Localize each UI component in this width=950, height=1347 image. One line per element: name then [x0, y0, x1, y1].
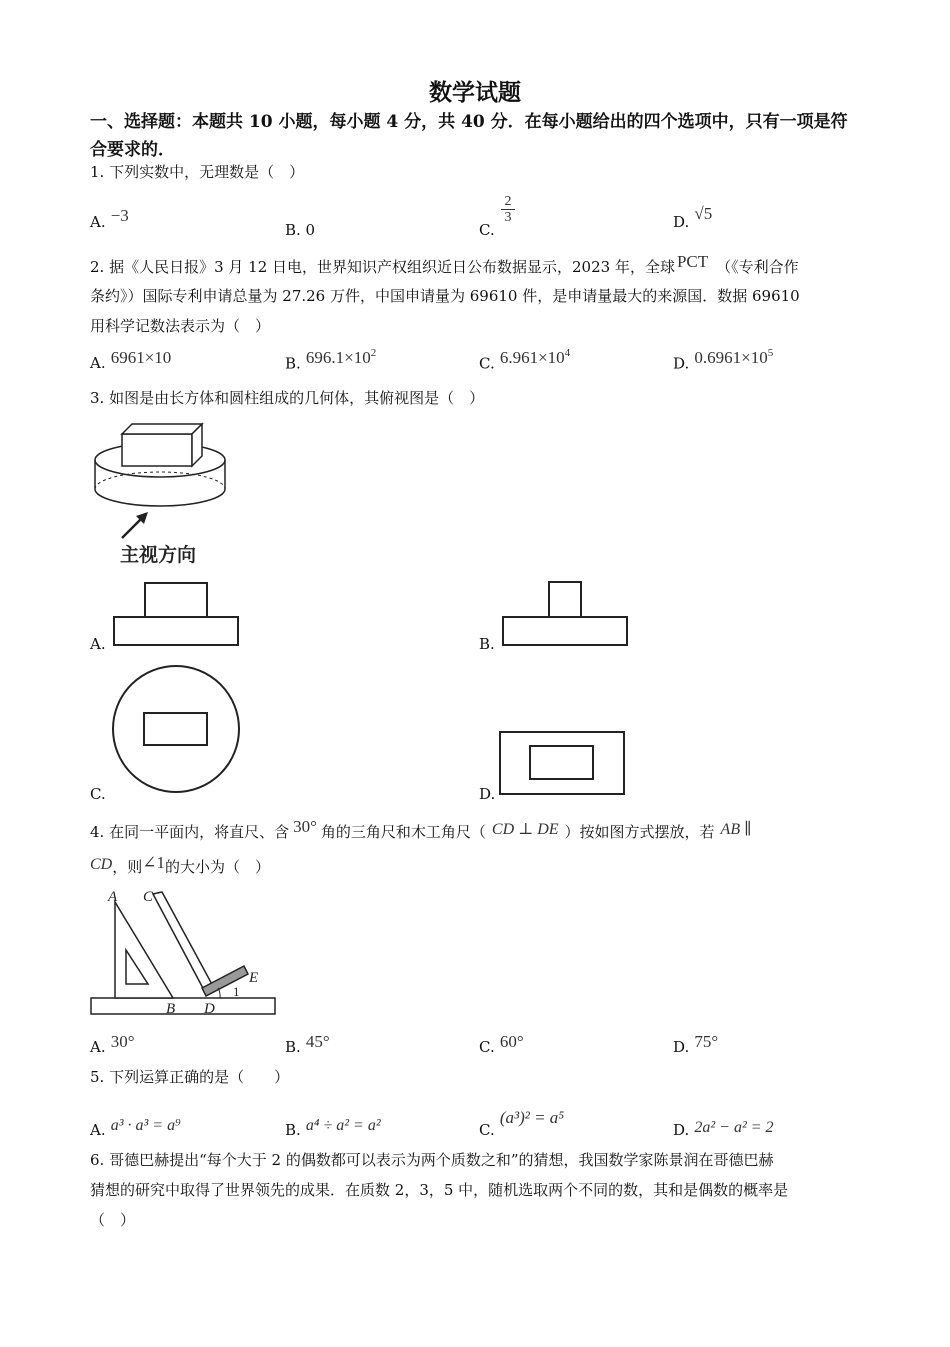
base-rect — [503, 617, 627, 645]
option-label: D. — [673, 354, 690, 373]
option-label: D. — [673, 213, 690, 231]
option-label: C. — [479, 354, 495, 373]
q4-option-c — [479, 1032, 524, 1057]
option-exponent: 2 — [370, 347, 377, 359]
q4-text-a: 4. 在同一平面内，将直尺、含 — [90, 823, 290, 841]
q5-option-a — [90, 1117, 181, 1140]
q1-option-b: B. 0 — [285, 221, 316, 239]
option-label: B. — [285, 354, 301, 373]
fraction — [501, 194, 515, 225]
q6-line1: 6. 哥德巴赫提出“每个大于 2 的偶数都可以表示为两个质数之和”的猜想，我国数学家陈景润在哥德巴赫 — [90, 1151, 774, 1169]
q3-option-d-label: D. — [479, 785, 496, 803]
label-c: C — [143, 889, 154, 905]
option-value: 45° — [305, 1032, 330, 1051]
q5-option-d — [673, 1120, 774, 1140]
q4-cd: CD — [90, 856, 113, 873]
q3-figure-b — [501, 580, 631, 648]
option-label: A. — [90, 1121, 106, 1139]
option-value: 30° — [110, 1032, 135, 1051]
q4-text-e: 的大小为（ ） — [165, 858, 271, 876]
option-label: A. — [90, 213, 106, 231]
section-heading: 一、选择题：本题共 10 小题，每小题 4 分，共 40 分．在每小题给出的四个选项中，只有一项是符合要求的． — [90, 112, 848, 160]
q4-line2 — [90, 852, 270, 882]
q1-option-d — [673, 204, 713, 232]
option-value: a³ · a³ = a⁹ — [110, 1117, 181, 1134]
option-label: B. — [285, 1121, 301, 1139]
option-value: 0.6961×10 — [694, 348, 768, 368]
option-label: A. — [90, 1038, 106, 1056]
option-exponent: 5 — [767, 347, 774, 359]
q3-option-b-label: B. — [479, 635, 495, 653]
q4-text-d: ，则 — [112, 858, 143, 876]
box-front — [122, 434, 192, 466]
q6-line3: （ ） — [90, 1211, 136, 1229]
q5-option-b — [285, 1117, 381, 1140]
q4-perp: CD ⊥ DE — [491, 821, 559, 838]
option-value: √5 — [694, 204, 713, 223]
q3-figure-a — [112, 582, 242, 648]
carpenter-square-long-arm — [153, 892, 214, 992]
q2-line2: 条约》）国际专利申请总量为 27.26 万件，中国申请量为 69610 件，是申请量最大的来源国．数据 69610 — [90, 287, 800, 305]
q2-option-c — [479, 347, 571, 373]
inner-rect — [530, 746, 593, 779]
q2-pct: PCT — [676, 252, 709, 271]
q6-line2: 猜想的研究中取得了世界领先的成果．在质数 2，3，5 中，随机选取两个不同的数，其和是偶数的概率是 — [90, 1181, 789, 1199]
q4-parallel: AB ∥ — [720, 821, 752, 838]
q3-option-a-label: A. — [90, 635, 106, 653]
option-value: (a³)² = a⁵ — [499, 1108, 565, 1127]
box-top — [122, 424, 202, 434]
q2-option-d — [673, 347, 774, 373]
label-a: A — [108, 889, 118, 905]
q1-option-a — [90, 206, 129, 232]
q3-figure-c — [110, 663, 242, 795]
option-value: 6961×10 — [110, 348, 172, 367]
q4-figure — [90, 884, 280, 1020]
q3-stem: 3. 如图是由长方体和圆柱组成的几何体，其俯视图是（ ） — [90, 389, 485, 407]
cylinder-hidden-edge — [95, 472, 225, 489]
q2-text-a: 2. 据《人民日报》3 月 12 日电，世界知识产权组织近日公布数据显示，2023 年，全球 — [90, 258, 675, 276]
q4-option-a — [90, 1032, 135, 1057]
q5-stem: 5. 下列运算正确的是（ ） — [90, 1068, 290, 1086]
option-value: 75° — [694, 1032, 719, 1051]
top-rect — [549, 582, 581, 617]
q2-option-b — [285, 347, 377, 373]
top-rect — [145, 583, 207, 617]
page-title: 数学试题 — [429, 79, 521, 106]
figure-caption: 主视方向 — [120, 545, 197, 566]
label-d: D — [204, 1001, 215, 1017]
q4-angle: ∠1 — [142, 853, 165, 872]
q4-text-b: 角的三角尺和木工角尺（ — [320, 823, 486, 841]
q2-line1 — [90, 252, 799, 282]
label-b: B — [166, 1001, 176, 1017]
option-label: C. — [479, 221, 495, 239]
view-arrow — [122, 518, 142, 538]
option-label: B. — [285, 1038, 301, 1056]
q3-option-c-label: C. — [90, 785, 106, 803]
q3-solid-figure — [90, 418, 250, 570]
label-1: 1 — [233, 984, 240, 999]
option-label: D. — [673, 1038, 690, 1056]
option-label: C. — [479, 1038, 495, 1056]
option-value: 696.1×10 — [305, 348, 371, 368]
inner-rect — [144, 713, 207, 745]
q5-option-c — [479, 1108, 565, 1140]
q4-option-b — [285, 1032, 330, 1057]
q2-option-a — [90, 348, 172, 373]
q4-text-c: ）按如图方式摆放，若 — [564, 823, 715, 841]
q2-line3: 用科学记数法表示为（ ） — [90, 317, 271, 335]
option-exponent: 4 — [564, 347, 571, 359]
outer-rect — [500, 732, 624, 794]
option-label: A. — [90, 354, 106, 372]
q1-stem: 1. 下列实数中，无理数是（ ） — [90, 163, 305, 181]
q3-figure-d — [498, 730, 628, 796]
option-value: 2a² − a² = 2 — [694, 1119, 774, 1136]
q4-option-d — [673, 1032, 719, 1057]
outer-circle — [113, 666, 239, 792]
ruler — [91, 998, 275, 1014]
option-value: 60° — [499, 1032, 524, 1051]
cylinder-bottom — [95, 489, 225, 506]
option-value: a⁴ ÷ a² = a² — [305, 1117, 381, 1134]
base-rect — [114, 617, 238, 645]
q4-deg30: 30° — [293, 817, 317, 836]
option-label: D. — [673, 1121, 690, 1139]
fraction-denominator: 3 — [501, 209, 515, 225]
fraction-numerator: 2 — [504, 194, 512, 209]
option-value: 6.961×10 — [499, 348, 565, 368]
option-value: −3 — [110, 206, 129, 225]
option-label: C. — [479, 1121, 495, 1139]
label-e: E — [249, 970, 259, 986]
q4-line1 — [90, 817, 751, 847]
q2-text-b: （《专利合作 — [716, 258, 799, 276]
